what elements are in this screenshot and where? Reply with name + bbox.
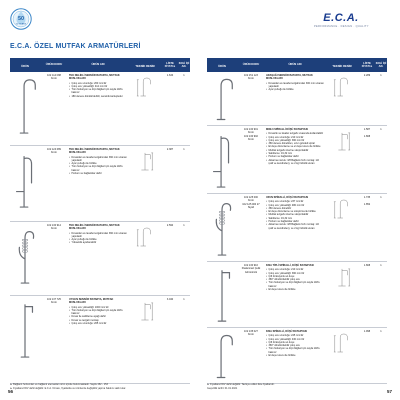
product-description-cell [68,222,128,295]
col-desc: ÜRÜN ADI [288,63,302,67]
price-value: 1.634 [166,74,174,77]
product-feature: • Çıkış ucu uzunluğu: 260 mm’dir [69,82,127,85]
product-description-cell [68,296,128,383]
product-code: 102 130 916 [244,264,258,267]
technical-drawing-cell [325,194,359,261]
product-code: Krom [248,131,254,135]
product-code: 102 125 000 [244,196,258,199]
product-code-cell [237,126,265,193]
faucet-image-icon [11,75,39,137]
list-price [162,146,178,221]
col-price: LİSTE FİYATI ₺ [361,61,373,68]
product-code: Krom [248,137,254,141]
brand-logo: E.C.A. [323,12,359,24]
product-image-cell [10,72,40,145]
product-feature: • 360 derece dönebilen, uzun gövdeli spiral [266,142,324,145]
table-row [207,262,387,328]
faucet-image-icon [208,197,236,259]
product-feature: • Aktarma nozulu: 3/8 Bağlantı hızlı montaj: 1/2 (ekli ve kendinden), ve 2 kg hidrolik ekran [266,159,324,166]
box-quantity: 1 [380,330,382,333]
product-features-list [69,232,127,245]
product-code-cell [40,72,68,145]
product-image-cell [10,222,40,295]
technical-drawing-cell [128,296,162,383]
technical-drawing-icon [136,150,154,172]
product-feature: • 360 derece dönebilir [266,207,324,210]
product-features-list [69,156,127,176]
price-value: 1.808 [363,264,371,267]
col-price: LİSTE FİYATI ₺ [164,61,176,68]
product-feature: • Çıkış ucu yüksekliği: 480 mm’dir [266,204,324,207]
product-feature: • Tüm fonksiyon ve ölçü bilgileri için sayfa 148’e bakınız [266,281,324,288]
product-feature: • El duşu düzenleme ve el duşu tutucu ile birlikte [266,145,324,148]
product-description-cell [265,328,325,383]
table-row [207,72,387,126]
product-name: TEK DELİKLİ SENSÖR BATARYA, MUTFAK MUSLUKLARI [69,74,120,81]
technical-drawing-cell [325,72,359,125]
product-feature: • Sabitleme: 19,32 mm [266,152,324,155]
faucet-image-icon [11,299,39,361]
technical-drawing-icon [333,266,351,288]
product-code: Görünümlü [244,270,258,274]
product-feature: • 180 derece döndürülebilir, seramik kartuşludur [69,95,127,98]
list-price [162,222,178,295]
badge-text: 50 YEARS [15,23,27,26]
product-features-list [266,334,324,357]
product-feature: • Duvarlık ve lavabo tezgahı sıvasında kullanılabilir [266,132,324,135]
box-quantity: 1 [380,74,382,77]
technical-drawing-cell [128,72,162,145]
product-feature: • Duvardan ve lavabo tezgahından 300 mm uzanan yapıdadır [266,82,324,89]
product-feature: • Çıkış ucu yüksekliği: 390 mm’dir [266,272,324,275]
technical-drawing-icon [333,198,351,220]
product-name: ARAŞAĞI SENSÖR BATARYA, MUTFAK MUSLUKLARI [266,74,313,81]
product-name: KISA SPİRALLİ, DÜŞÜ BATARYASI [266,330,308,333]
brand-tagline: PERFORMANCE · DESIGN · QUALITY [314,25,369,28]
product-code-cell [40,296,68,383]
product-feature: • Çıkış ucu uzunluğu: 237 mm’dir [266,200,324,203]
product-code: Siyah [247,205,255,209]
box-quantity: 1 [183,148,185,151]
col-image: ÜRÜN [21,64,29,68]
product-code: 102 114 088 [47,74,61,77]
price-value: 3.040 [166,298,174,301]
table-row [207,126,387,194]
footnote-left-2: ► Fiyatlara KDV dahil değildir. E.C.A. firması, fiyatlarda ve ürünlerde değişiklik yapma hakkını saklı tutar. [10,387,126,390]
product-code: Krom [51,151,57,155]
list-price [359,126,375,193]
product-feature: • 360° döndürülebilir çıkış ucu [266,344,324,347]
product-feature: • Duvardan ve lavabo tezgahından 360 mm uzanan yapıdadır [69,232,127,239]
anniversary-badge-icon [10,8,32,30]
product-features-list [266,200,324,230]
table-header [207,58,387,72]
list-price [359,328,375,383]
product-name: MINI-3 SPİRALLİ DÜŞÜ BATARYASI [266,128,308,131]
product-feature: • Sabitleme: 19,32 mm [266,217,324,220]
product-feature: • Duvardan ve lavabo tezgahından 360 mm uzanan yapıdadır [69,156,127,163]
product-image-cell [207,328,237,383]
footnote-right-1: ► Fiyatlara KDV dahil değildir. Tavsiye edilen liste fiyatlarıdır. [207,383,275,386]
product-code-cell [237,194,265,261]
technical-drawing-cell [128,146,162,221]
col-tech: TEKNİK RESİM [135,65,155,69]
table-row [10,296,190,384]
product-features-list [266,82,324,92]
product-features-list [266,132,324,165]
right-page-table [207,58,387,384]
list-price [162,296,178,383]
product-image-cell [207,126,237,193]
product-code: 102 135 027 [244,330,258,333]
table-row [207,328,387,384]
table-header [10,58,190,72]
product-feature: • Hortum ve bağlantılar dahil [69,172,127,175]
right-table-body [207,72,387,384]
product-code: Krom [248,333,254,337]
product-feature: • Aktarma nozulu: 3/8 Bağlantı hızlı montaj: 1/2 (ekli ve kendinden), ve 2 kg hidrolik ekran [266,223,324,230]
product-name: KISA TİPLİ SPİRALLİ, DÜŞÜ BATARYASI [266,264,314,267]
product-feature: • Çıkış ucu uzunluğu: 265 mm’dir [69,322,127,325]
col-code: ÜRÜN KODU [242,63,260,67]
col-qty: KOLİ İÇİ AD. [375,61,387,68]
product-description-cell [265,262,325,327]
box-quantity: 1 [183,74,185,77]
product-image-cell [207,72,237,125]
list-price [359,262,375,327]
col-image: ÜRÜN [218,64,226,68]
faucet-image-icon [208,265,236,325]
product-feature: • Hortum ve bağlantılar dahil [266,220,324,223]
product-code: Krom [51,227,57,231]
product-code-cell [237,328,265,383]
product-feature: • Ayar çubuğu ile birlikte [266,88,324,91]
table-row [10,72,190,146]
product-code-cell [40,146,68,221]
product-feature: • Duvar ve tezgah montajı [69,319,127,322]
product-features-list [69,306,127,326]
product-code: 102 124 089 [47,148,61,151]
product-feature: • Yükseklik ayarlanabilir [69,241,127,244]
left-page-table [10,58,190,384]
col-desc: ÜRÜN ADI [91,63,105,67]
product-description-cell [265,126,325,193]
product-feature: • Çıkış ucu uzunluğu: 245 mm’dir [266,334,324,337]
product-name: TEK DELİKLİ SENSÖR BATARYA, MUTFAK MUSLUKLARI [69,224,120,231]
product-feature: • Mutfak tezgahı üzerine sıkıştırılabilir [266,213,324,216]
product-feature: • Tüm fonksiyon ve ölçü bilgileri için sayfa 148’e bakınız [266,347,324,354]
product-code: Krom [248,77,254,81]
table-row [207,194,387,262]
product-feature: • Çıkış ucu yüksekliği: 430 mm’dir [266,338,324,341]
product-name: UYGUN SENSÖR BATARYA, MUTFAK MUSLUKLARI [69,298,114,305]
svg-text:50: 50 [17,16,25,22]
price-value: 1.735 [363,196,371,199]
product-feature: • Çıkış ucu uzunluğu: 210 mm’dir [266,268,324,271]
product-code: 102 125 000 27 [242,202,260,206]
faucet-image-icon [208,129,236,191]
product-feature: • Duvar ile sabitleme ayağı dahil [69,315,127,318]
product-feature: • 360° döndürülebilir çıkış ucu [266,278,324,281]
product-code-cell [237,262,265,327]
product-code-cell [237,72,265,125]
price-value: 1.852 [363,202,371,206]
box-quantity: 1 [380,264,382,267]
product-feature: • Ayar çubuğu ile birlikte [69,238,127,241]
product-feature: • Ayar çubuğu ile birlikte [69,162,127,165]
product-code: 102 130 914 [47,224,61,227]
list-price [359,194,375,261]
price-value: 2.289 [363,74,371,77]
product-code: 102 130 901 [244,128,258,131]
technical-drawing-icon [136,226,154,248]
product-feature: • Çıkış ucu yüksekliği: 1000 mm’dir [69,306,127,309]
product-feature: • Çıkış ucu uzunluğu: 210 mm’dir [266,136,324,139]
product-code: 102 137 725 [47,298,61,301]
col-code: ÜRÜN KODU [45,63,63,67]
product-feature: • Çıkış ucu yüksekliği: 390 mm’dir [266,139,324,142]
faucet-image-icon [11,225,39,287]
technical-drawing-icon [333,76,351,98]
footnote-right-2: Geçerlilik tarihi: 01.01.2021 [207,387,238,390]
product-feature: • Mutfak tezgahı üzerine sıkıştırılabilir [266,149,324,152]
product-name: UZUN SPİRALLİ, DÜŞÜ BATARYASI [266,196,309,199]
technical-drawing-icon [333,130,351,152]
technical-drawing-cell [128,222,162,295]
product-feature: • Tüm fonksiyon ve ölçü bilgileri için sayfa 148’e bakınız [69,88,127,95]
price-value: 1.998 [363,330,371,333]
technical-drawing-icon [333,332,351,354]
product-feature: • El duşu tutucu ile birlikte [266,288,324,291]
list-price [162,72,178,145]
document-title: E.C.A. ÖZEL MUTFAK ARMATÜRLERİ [10,43,141,50]
product-features-list [266,268,324,291]
price-value: 1.808 [363,134,371,138]
faucet-image-icon [208,75,236,123]
product-name: TEK DELİKLİ SENSÖR BATARYA, MUTFAK MUSLUKLARI [69,148,120,155]
left-table-body [10,72,190,384]
technical-drawing-cell [325,126,359,193]
product-feature: • Hortum ve bağlantılar dahil [266,155,324,158]
product-feature: • Tüm fonksiyon ve ölçü bilgileri için sayfa 148’e bakınız [69,165,127,172]
product-code: Krom [248,199,254,203]
product-description-cell [68,72,128,145]
product-feature: • Çıkış ucu yüksekliği: 412 mm’dir [69,85,127,88]
product-feature: • El duşu tutucu ile birlikte [266,354,324,357]
product-image-cell [10,146,40,221]
product-image-cell [207,194,237,261]
technical-drawing-icon [136,76,154,98]
col-qty: KOLİ İÇİ AD. [178,61,190,68]
price-value: 2.590 [166,224,174,227]
table-row [10,222,190,296]
col-tech: TEKNİK RESİM [332,65,352,69]
price-value: 2.387 [166,148,174,151]
page-number-left: 56 [8,389,14,394]
list-price [359,72,375,125]
box-quantity: 1 [183,224,185,227]
box-quantity: 1 [183,298,185,301]
page-number-right: 57 [386,389,392,394]
box-quantity: 1 [380,128,382,131]
product-code: Paslanmaz Çelik [241,267,261,271]
technical-drawing-cell [325,328,359,383]
technical-drawing-cell [325,262,359,327]
product-code-cell [40,222,68,295]
product-description-cell [265,72,325,125]
product-code: 102 151 123 [244,74,258,77]
product-code: Krom [51,301,57,305]
box-quantity: 1 [380,196,382,199]
technical-drawing-icon [136,300,154,322]
product-feature: • Çift fonksiyonlu el duşu [266,275,324,278]
product-features-list [69,82,127,98]
faucet-image-icon [208,331,236,381]
product-description-cell [68,146,128,221]
product-description-cell [265,194,325,261]
product-code: 102 130 902 [244,134,258,138]
product-feature: • Çift fonksiyonlu el duşu [266,341,324,344]
brand-block [314,13,368,28]
product-feature: • El duşu düzenleme ve sıkıştırma ile birlikte [266,210,324,213]
product-image-cell [10,296,40,383]
footnote-left-1: ► Bağlantı hortumları ve bağlantı elemanları ürün içinde bulunmaktadır. Sayfa 152 - 153 [10,383,108,386]
product-image-cell [207,262,237,327]
product-feature: • Tüm fonksiyon ve ölçü bilgileri için sayfa 148’e bakınız [69,309,127,316]
faucet-image-icon [11,149,39,211]
table-row [10,146,190,222]
price-value: 1.587 [363,128,371,131]
product-code: Krom [51,77,57,81]
